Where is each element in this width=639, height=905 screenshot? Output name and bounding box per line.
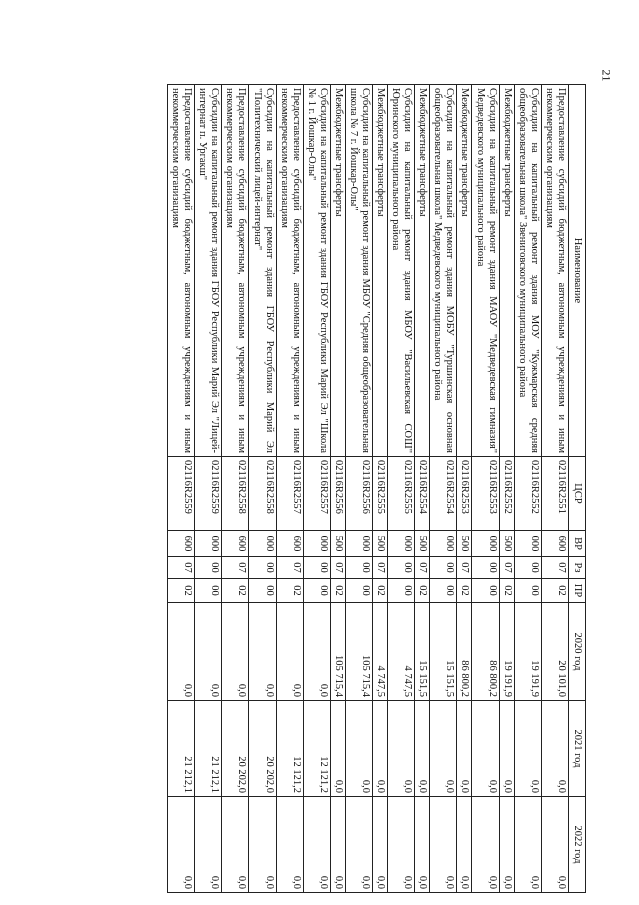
cell-2022: 0,0	[168, 797, 195, 893]
cell-2020: 4 747,5	[388, 603, 415, 701]
header-csr: ЦСР	[568, 457, 585, 531]
cell-pr: 02	[457, 579, 472, 603]
table-rotation-wrapper	[56, 84, 586, 892]
cell-csr: 02116R2553	[457, 457, 472, 531]
cell-vr: 500	[330, 531, 345, 557]
table-row	[457, 85, 472, 893]
table-row	[276, 85, 303, 893]
cell-rz: 07	[499, 557, 514, 579]
header-pr: ПР	[568, 579, 585, 603]
cell-name: Субсидии на капитальный ремонт здания МБОУ "Васильевская СОШ" Юринского муниципального района	[388, 85, 415, 457]
cell-2022: 0,0	[472, 797, 499, 893]
cell-vr: 600	[276, 531, 303, 557]
cell-2021: 0,0	[457, 701, 472, 797]
cell-2022: 0,0	[499, 797, 514, 893]
cell-2021: 21 212,1	[195, 701, 222, 797]
cell-2021: 20 202,0	[222, 701, 249, 797]
cell-2020: 0,0	[222, 603, 249, 701]
cell-name: Предоставление субсидий бюджетным, автономным учреждениям и иным некоммерческим организациям	[276, 85, 303, 457]
cell-name: Предоставление субсидий бюджетным, автономным учреждениям и иным некоммерческим организациям	[541, 85, 568, 457]
cell-name: Предоставление субсидий бюджетным, автономным учреждениям и иным некоммерческим организациям	[222, 85, 249, 457]
cell-2020: 105 715,4	[330, 603, 345, 701]
cell-name: Субсидии на капитальный ремонт здания ГБОУ Республики Марий Эл "Школа № 1 г. Йошкар-Олы"	[303, 85, 330, 457]
table-row	[249, 85, 276, 893]
cell-name: Субсидии на капитальный ремонт здания МОУ "Кужмарская средняя общеобразовательная школа" Звениговского муниципального района	[514, 85, 541, 457]
cell-vr: 000	[430, 531, 457, 557]
cell-rz: 00	[472, 557, 499, 579]
cell-pr: 02	[276, 579, 303, 603]
cell-2022: 0,0	[415, 797, 430, 893]
cell-2022: 0,0	[276, 797, 303, 893]
header-vr: ВР	[568, 531, 585, 557]
table-row	[541, 85, 568, 893]
cell-2022: 0,0	[222, 797, 249, 893]
cell-pr: 00	[249, 579, 276, 603]
table-row	[330, 85, 345, 893]
table-row	[168, 85, 195, 893]
cell-csr: 02116R2559	[195, 457, 222, 531]
cell-rz: 00	[514, 557, 541, 579]
cell-vr: 000	[388, 531, 415, 557]
cell-2021: 0,0	[430, 701, 457, 797]
cell-name: Субсидии на капитальный ремонт здания МОБУ "Туршинская основная общеобразовательная школа" Медведевского муниципального района	[430, 85, 457, 457]
cell-rz: 00	[345, 557, 372, 579]
cell-pr: 02	[373, 579, 388, 603]
cell-2021: 0,0	[373, 701, 388, 797]
cell-2022: 0,0	[330, 797, 345, 893]
cell-2022: 0,0	[514, 797, 541, 893]
cell-pr: 00	[430, 579, 457, 603]
cell-rz: 07	[222, 557, 249, 579]
cell-pr: 02	[330, 579, 345, 603]
cell-2020: 105 715,4	[345, 603, 372, 701]
cell-2020: 15 151,5	[415, 603, 430, 701]
cell-csr: 02116R2557	[303, 457, 330, 531]
cell-2022: 0,0	[373, 797, 388, 893]
cell-2021: 0,0	[472, 701, 499, 797]
cell-pr: 02	[168, 579, 195, 603]
table-row	[388, 85, 415, 893]
header-2022: 2022 год	[568, 797, 585, 893]
header-2020: 2020 год	[568, 603, 585, 701]
cell-2022: 0,0	[457, 797, 472, 893]
cell-rz: 00	[249, 557, 276, 579]
cell-csr: 02116R2559	[168, 457, 195, 531]
table-row	[430, 85, 457, 893]
cell-pr: 00	[345, 579, 372, 603]
cell-vr: 500	[415, 531, 430, 557]
cell-vr: 600	[541, 531, 568, 557]
cell-2021: 0,0	[499, 701, 514, 797]
cell-name: Субсидии на капитальный ремонт здания МБОУ "Средняя общеобразовательная школа № 7 г. Йошкар-Олы"	[345, 85, 372, 457]
cell-2020: 19 191,9	[514, 603, 541, 701]
cell-2021: 0,0	[541, 701, 568, 797]
cell-name: Межбюджетные трансферты	[330, 85, 345, 457]
cell-2020: 0,0	[249, 603, 276, 701]
cell-2022: 0,0	[430, 797, 457, 893]
cell-pr: 02	[541, 579, 568, 603]
cell-csr: 02116R2554	[415, 457, 430, 531]
cell-csr: 02116R2552	[514, 457, 541, 531]
cell-pr: 02	[499, 579, 514, 603]
cell-2020: 20 101,0	[541, 603, 568, 701]
cell-csr: 02116R2556	[345, 457, 372, 531]
cell-2022: 0,0	[345, 797, 372, 893]
cell-pr: 00	[303, 579, 330, 603]
table-row	[514, 85, 541, 893]
cell-2021: 0,0	[415, 701, 430, 797]
cell-rz: 00	[388, 557, 415, 579]
cell-vr: 500	[499, 531, 514, 557]
cell-2020: 15 151,5	[430, 603, 457, 701]
cell-rz: 00	[195, 557, 222, 579]
cell-csr: 02116R2557	[276, 457, 303, 531]
cell-name: Межбюджетные трансферты	[373, 85, 388, 457]
table-row	[415, 85, 430, 893]
cell-2021: 21 212,1	[168, 701, 195, 797]
cell-rz: 07	[541, 557, 568, 579]
cell-name: Межбюджетные трансферты	[415, 85, 430, 457]
cell-vr: 000	[195, 531, 222, 557]
cell-2020: 0,0	[276, 603, 303, 701]
cell-name: Предоставление субсидий бюджетным, автономным учреждениям и иным некоммерческим организациям	[168, 85, 195, 457]
header-rz: Рз	[568, 557, 585, 579]
cell-rz: 00	[430, 557, 457, 579]
cell-csr: 02116R2555	[373, 457, 388, 531]
cell-vr: 000	[514, 531, 541, 557]
cell-vr: 000	[303, 531, 330, 557]
budget-table	[167, 84, 586, 893]
cell-2021: 20 202,0	[249, 701, 276, 797]
table-row	[472, 85, 499, 893]
table-row	[195, 85, 222, 893]
cell-vr: 600	[222, 531, 249, 557]
cell-name: Межбюджетные трансферты	[457, 85, 472, 457]
cell-2022: 0,0	[388, 797, 415, 893]
cell-2020: 19 191,9	[499, 603, 514, 701]
cell-2020: 86 800,2	[457, 603, 472, 701]
budget-table-container	[56, 84, 586, 892]
cell-pr: 00	[472, 579, 499, 603]
header-name: Наименование	[568, 85, 585, 457]
cell-pr: 00	[514, 579, 541, 603]
cell-2020: 86 800,2	[472, 603, 499, 701]
cell-2022: 0,0	[541, 797, 568, 893]
cell-2022: 0,0	[303, 797, 330, 893]
cell-csr: 02116R2551	[541, 457, 568, 531]
cell-pr: 00	[195, 579, 222, 603]
cell-csr: 02116R2556	[330, 457, 345, 531]
table-row	[499, 85, 514, 893]
cell-name: Субсидии на капитальный ремонт здания ГБОУ Республики Марий Эл "Лицей-интернат п. Ургакш"	[195, 85, 222, 457]
cell-rz: 00	[303, 557, 330, 579]
cell-rz: 07	[330, 557, 345, 579]
cell-rz: 07	[168, 557, 195, 579]
cell-2021: 12 121,2	[303, 701, 330, 797]
cell-2021: 12 121,2	[276, 701, 303, 797]
table-header-row	[568, 85, 585, 893]
cell-2022: 0,0	[249, 797, 276, 893]
cell-2020: 0,0	[303, 603, 330, 701]
header-2021: 2021 год	[568, 701, 585, 797]
cell-vr: 000	[249, 531, 276, 557]
cell-rz: 07	[415, 557, 430, 579]
table-row	[345, 85, 372, 893]
cell-pr: 00	[388, 579, 415, 603]
cell-vr: 000	[472, 531, 499, 557]
cell-csr: 02116R2553	[472, 457, 499, 531]
cell-vr: 500	[373, 531, 388, 557]
cell-2022: 0,0	[195, 797, 222, 893]
cell-vr: 000	[345, 531, 372, 557]
table-row	[222, 85, 249, 893]
cell-2020: 4 747,5	[373, 603, 388, 701]
cell-csr: 02116R2554	[430, 457, 457, 531]
cell-csr: 02116R2558	[249, 457, 276, 531]
cell-vr: 600	[168, 531, 195, 557]
page-number: 21	[599, 69, 614, 82]
table-row	[373, 85, 388, 893]
cell-rz: 07	[457, 557, 472, 579]
cell-csr: 02116R2555	[388, 457, 415, 531]
cell-2021: 0,0	[388, 701, 415, 797]
cell-pr: 02	[222, 579, 249, 603]
cell-csr: 02116R2558	[222, 457, 249, 531]
cell-2020: 0,0	[168, 603, 195, 701]
cell-rz: 07	[276, 557, 303, 579]
cell-vr: 500	[457, 531, 472, 557]
table-body	[168, 85, 569, 893]
cell-pr: 02	[415, 579, 430, 603]
cell-name: Межбюджетные трансферты	[499, 85, 514, 457]
table-row	[303, 85, 330, 893]
cell-2020: 0,0	[195, 603, 222, 701]
cell-2021: 0,0	[514, 701, 541, 797]
cell-name: Субсидии на капитальный ремонт здания МАОУ "Медведевская гимназия" Медведевского муниципального района	[472, 85, 499, 457]
cell-2021: 0,0	[345, 701, 372, 797]
cell-rz: 07	[373, 557, 388, 579]
cell-2021: 0,0	[330, 701, 345, 797]
cell-csr: 02116R2552	[499, 457, 514, 531]
cell-name: Субсидии на капитальный ремонт здания ГБОУ Республики Марий Эл "Политехнический лицей-интернат"	[249, 85, 276, 457]
